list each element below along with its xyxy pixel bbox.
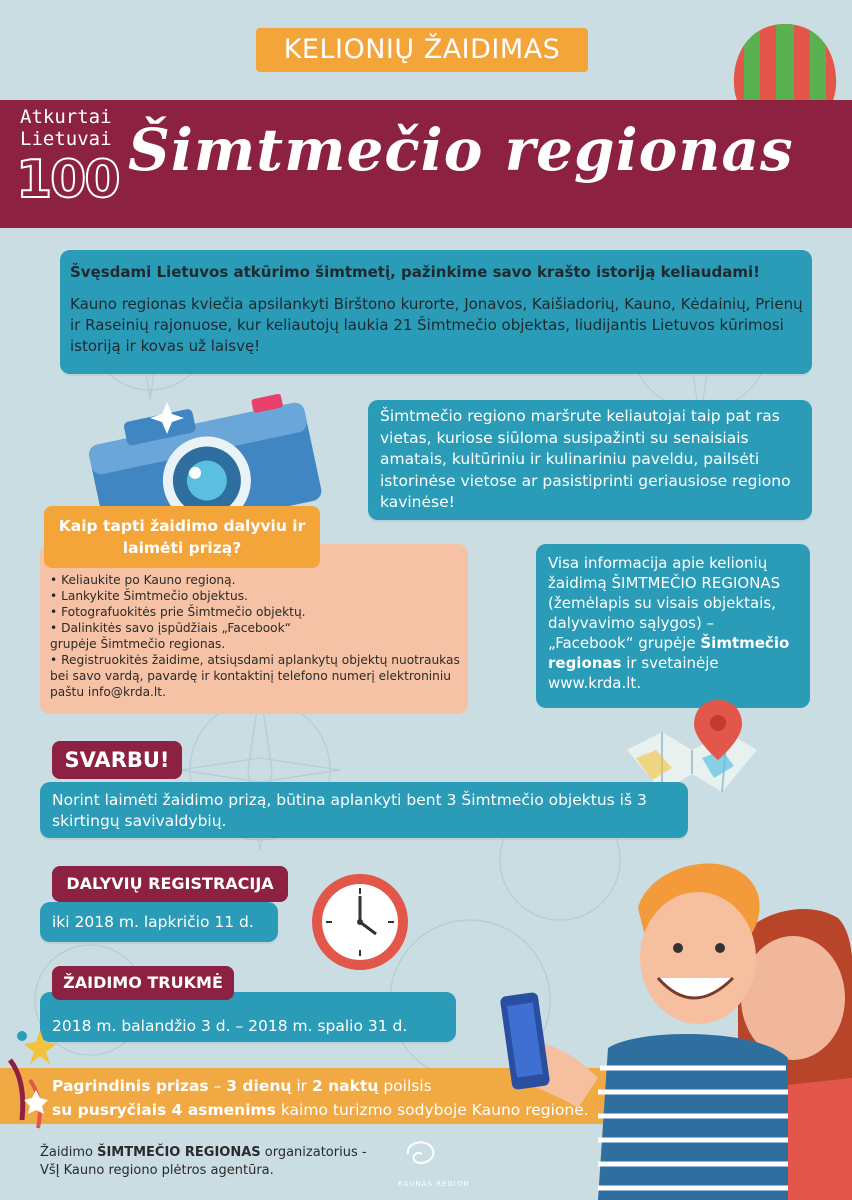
prize-text: ir [291, 1077, 312, 1095]
info-text-part: Visa informacija apie kelionių žaidimą ŠIMTMEČIO REGIONAS (žemėlapis su visais objektais, dalyvavimo sąlygos) – „Facebook“ grupėje [548, 554, 781, 652]
important-tag: SVARBU! [52, 741, 182, 779]
duration-dates: 2018 m. balandžio 3 d. – 2018 m. spalio 31 d. [52, 1017, 408, 1035]
kaunas-region-logo-text: KAUNAS REGION [398, 1180, 470, 1188]
selfie-couple-illustration [488, 848, 852, 1200]
organizer-part: Žaidimo [40, 1145, 98, 1160]
prize-text: kaimo turizmo sodyboje Kauno regione. [275, 1101, 589, 1119]
prize-text: Pagrindinis prizas [52, 1077, 209, 1095]
registration-tag: DALYVIŲ REGISTRACIJA [52, 866, 288, 902]
organizer-part: VšĮ Kauno regiono plėtros agentūra. [40, 1163, 274, 1178]
organizer-part: organizatorius - [260, 1145, 367, 1160]
route-text: Šimtmečio regiono maršrute keliautojai taip pat ras vietas, kuriose siūloma susipažinti su senaisiais amatais, kultūriniu ir kulinariniu paveldu, pailsėti istorinėse vietose ar pasistiprinti geriausiose regiono kavinėse! [380, 407, 791, 511]
logo-line-2: Lietuvai [20, 128, 112, 150]
prize-text: 2 naktų [311, 1077, 379, 1095]
clock-icon [310, 872, 410, 972]
facebook-group-name: Šimtmečio regionas [548, 634, 790, 672]
info-box [536, 544, 810, 708]
page-title: Šimtmečio regionas [128, 116, 794, 184]
organizer-text [40, 1144, 400, 1180]
kaunas-region-logo-icon [400, 1136, 440, 1170]
list-item: • Registruokitės žaidime, atsiųsdami aplankytų objektų nuotraukas bei savo vardą, pavardę ir kontaktinį telefono numerį elektroniniu paštu info@krda.lt. [50, 652, 470, 700]
intro-body: Kauno regionas kviečia apsilankyti Birštono kurorte, Jonavos, Kaišiadorių, Kauno, Kėdainių, Prienų ir Raseinių rajonuose, kur keliautojų laukia 21 Šimtmečio objektas, liudijantis Lietuvos kūrimosi istoriją ir kovas už laisvę! [70, 295, 803, 355]
list-item: • Lankykite Šimtmečio objektus. [50, 588, 468, 604]
duration-tag: ŽAIDIMO TRUKMĖ [52, 966, 234, 1000]
game-badge: KELIONIŲ ŽAIDIMAS [256, 28, 588, 72]
list-item: • Fotografuokitės prie Šimtmečio objektų. [50, 604, 468, 620]
prize-text: su pusryčiais 4 asmenims [52, 1101, 276, 1119]
confetti-decoration [0, 1020, 80, 1130]
list-item: • Dalinkitės savo įspūdžiais „Facebook“ grupėje Šimtmečio regionas. [50, 620, 340, 652]
registration-date: iki 2018 m. lapkričio 11 d. [52, 913, 254, 931]
info-text [536, 544, 804, 693]
logo-line-1: Atkurtai [20, 106, 112, 128]
list-item: • Keliaukite po Kauno regioną. [50, 572, 468, 588]
intro-headline: Švęsdami Lietuvos atkūrimo šimtmetį, pažinkime savo krašto istoriją keliaudami! [70, 263, 760, 281]
important-text: Norint laimėti žaidimo prizą, būtina aplankyti bent 3 Šimtmečio objektus iš 3 skirtingų savivaldybių. [52, 791, 647, 830]
logo-100: 100 [16, 150, 119, 210]
steps-box [40, 544, 468, 714]
prize-text: 3 dienų [226, 1077, 292, 1095]
info-text-part: ir svetainėje www.krda.lt. [548, 654, 719, 692]
prize-text: – [208, 1077, 227, 1095]
prize-text: poilsis [378, 1077, 432, 1095]
steps-heading: Kaip tapti žaidimo dalyviu ir laimėti prizą? [44, 506, 320, 568]
organizer-part: ŠIMTMEČIO REGIONAS [97, 1145, 261, 1160]
